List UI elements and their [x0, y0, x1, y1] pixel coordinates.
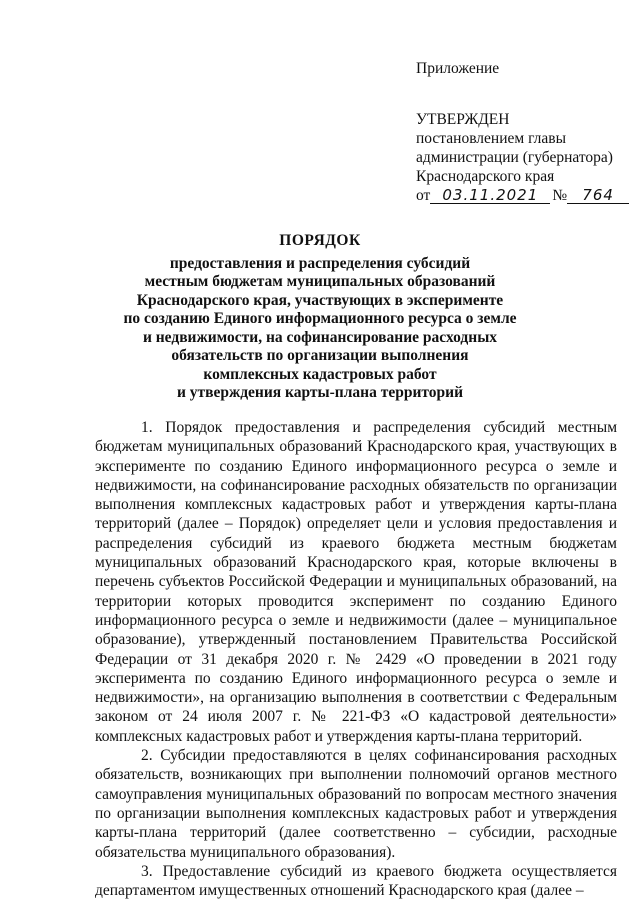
date-number-line: [416, 186, 629, 205]
document-title-block: [80, 232, 560, 403]
approved-by-line: администрации (губернатора): [416, 149, 613, 166]
document-body: [95, 418, 617, 900]
subtitle-line: и утверждения карты-плана территорий: [176, 384, 464, 401]
subtitle-line: и недвижимости, на софинансирование расходных: [142, 328, 498, 346]
handwritten-number: 764: [567, 187, 629, 204]
subtitle-line: предоставления и распределения субсидий: [169, 254, 471, 272]
approved-by-line: Краснодарского края: [416, 168, 555, 185]
subtitle-line: по созданию Единого информационного ресурса о земле: [123, 310, 517, 327]
approval-block: [416, 110, 629, 205]
subtitle-line: местным бюджетам муниципальных образований: [144, 273, 496, 290]
handwritten-date: 03.11.2021: [430, 187, 550, 204]
body-paragraph: 1. Порядок предоставления и распределения субсидий местным бюджетам муниципальных образований Краснодарского края, участвующих в эксперименте по созданию Единого информационного ресурса о земле и недвижимости, на софинансирование расходных обязательств по организации выполнения комплексных кадастровых работ и утверждения карты-плана территорий (далее – Порядок) определяет цели и условия предоставления и распределения субсидий из краевого бюджета местным бюджетам муниципальных образований Краснодарского края, которые включены в перечень субъектов Российской Федерации и муниципальных образований, на территории которых проводится эксперимент по созданию Единого информационного ресурса о земле и недвижимости (далее – муниципальное образование), утвержденный постановлением Правительства Российской Федерации от 31 декабря 2020 г. № 2429 «О проведении в 2021 году эксперимента по созданию Единого информационного ресурса о земле и недвижимости», на организацию выполнения в соответствии с Федеральным законом от 24 июля 2007 г. № 221-ФЗ «О кадастровой деятельности» комплексных кадастровых работ и утверждения карты-плана территорий.: [95, 419, 617, 745]
subtitle-line: Краснодарского края, участвующих в эксперименте: [136, 291, 504, 309]
number-prefix: №: [552, 187, 568, 204]
appendix-label: Приложение: [416, 60, 500, 77]
approved-label: УТВЕРЖДЕН: [416, 111, 510, 128]
subtitle-line: комплексных кадастровых работ: [203, 365, 437, 383]
body-paragraph: 2. Субсидии предоставляются в целях софинансирования расходных обязательств, возникающих при выполнении полномочий органов местного самоуправления муниципальных образований по вопросам местного значения по организации выполнения комплексных кадастровых работ и утверждения карты-плана территорий (далее соответственно – субсидии, расходные обязательства муниципального образования).: [95, 747, 617, 861]
date-prefix: от: [416, 187, 431, 204]
document-title: ПОРЯДОК: [279, 232, 361, 249]
approved-by-line: постановлением главы: [416, 130, 566, 147]
subtitle-line: обязательств по организации выполнения: [171, 347, 469, 364]
body-paragraph: 3. Предоставление субсидий из краевого бюджета осуществляется департаментом имущественных отношений Краснодарского края (далее –: [95, 862, 617, 900]
